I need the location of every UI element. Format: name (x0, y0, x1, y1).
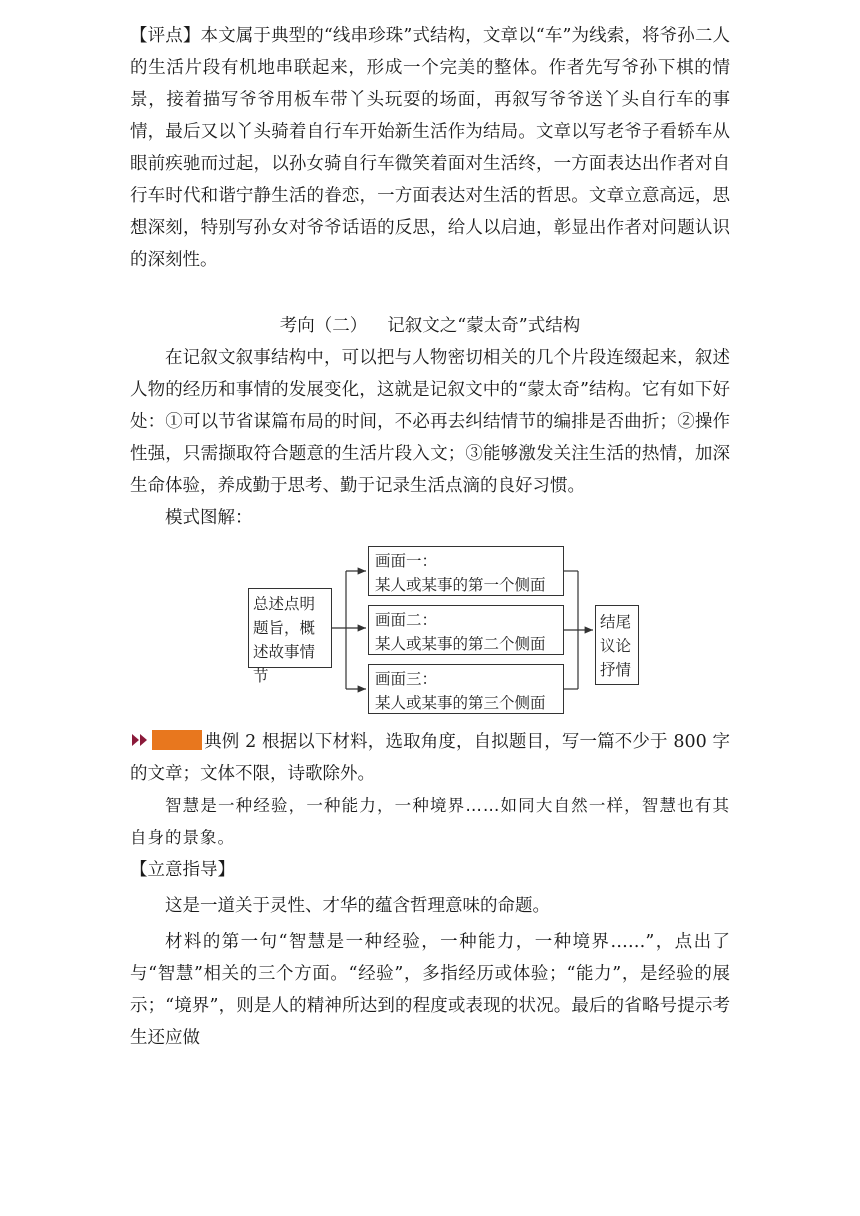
scene-two-text: 某人或某事的第二个侧面 (375, 635, 546, 653)
diagram-label: 模式图解： (165, 508, 253, 528)
guide-paragraph-1: 这是一道关于灵性、才华的蕴含哲理意味的命题。 (165, 896, 550, 916)
example-text: 典例 2 根据以下材料，选取角度，自拟题目，写一篇不少于 800 字的文章；文体不限，诗歌除外。 (130, 732, 730, 784)
ending-box: 结尾议论抒情 (595, 605, 639, 685)
document-page (130, 0, 730, 1054)
section-heading-left: 考向（二） (279, 316, 368, 336)
scene-two-box (368, 605, 564, 655)
section-paragraph: 在记叙文叙事结构中，可以把与人物密切相关的几个片段连缀起来，叙述人物的经历和事情的发展变化，这就是记叙文中的“蒙太奇”结构。它有如下好处：①可以节省谋篇布局的时间，不必再去纠结情节的编排是否曲折；②操作性强，只需撷取符合题意的生活片段入文；③能够激发关注生活的热情，加深生命体验，养成勤于思考、勤于记录生活点滴的良好习惯。 (130, 348, 730, 496)
scene-three-text: 某人或某事的第三个侧面 (375, 694, 546, 712)
scene-one-title: 画面一： (375, 552, 438, 570)
review-text: 本文属于典型的“线串珍珠”式结构，文章以“车”为线索，将爷孙二人的生活片段有机地串联起来，形成一个完美的整体。作者先写爷孙下棋的情景，接着描写爷爷用板车带丫头玩耍的场面，再叙写爷爷送丫头自行车的事情，最后又以丫头骑着自行车开始新生活作为结局。文章以写老爷子看轿车从眼前疾驰而过起，以孙女骑自行车微笑着面对生活终，一方面表达出作者对自行车时代和谐宁静生活的眷恋，一方面表达对生活的哲思。文章立意高远，思想深刻，特别写孙女对爷爷话语的反思，给人以启迪，彰显出作者对问题认识的深刻性。 (130, 26, 730, 270)
guide-label: 【立意指导】 (130, 860, 235, 880)
example-material: 智慧是一种经验，一种能力，一种境界……如同大自然一样，智慧也有其自身的景象。 (130, 796, 730, 847)
example-tag (152, 730, 202, 750)
scene-one-text: 某人或某事的第一个侧面 (375, 576, 546, 594)
review-label: 【评点】 (130, 26, 201, 46)
scene-three-box (368, 664, 564, 714)
example-paragraph (130, 726, 730, 790)
scene-one-box (368, 546, 564, 596)
double-arrow-icon (130, 728, 152, 746)
scene-three-title: 画面三： (375, 670, 438, 688)
guide-paragraph-2: 材料的第一句“智慧是一种经验，一种能力，一种境界……”，点出了与“智慧”相关的三个方面。“经验”，多指经历或体验；“能力”，是经验的展示；“境界”，则是人的精神所达到的程度或表现的状况。最后的省略号提示考生还应做 (130, 932, 730, 1048)
structure-diagram (130, 546, 730, 716)
section-heading-right: 记叙文之“蒙太奇”式结构 (387, 316, 581, 336)
summary-box: 总述点明题旨，概述故事情节 (248, 588, 332, 668)
section-heading (130, 310, 730, 342)
review-paragraph (130, 20, 730, 276)
scene-two-title: 画面二： (375, 611, 438, 629)
